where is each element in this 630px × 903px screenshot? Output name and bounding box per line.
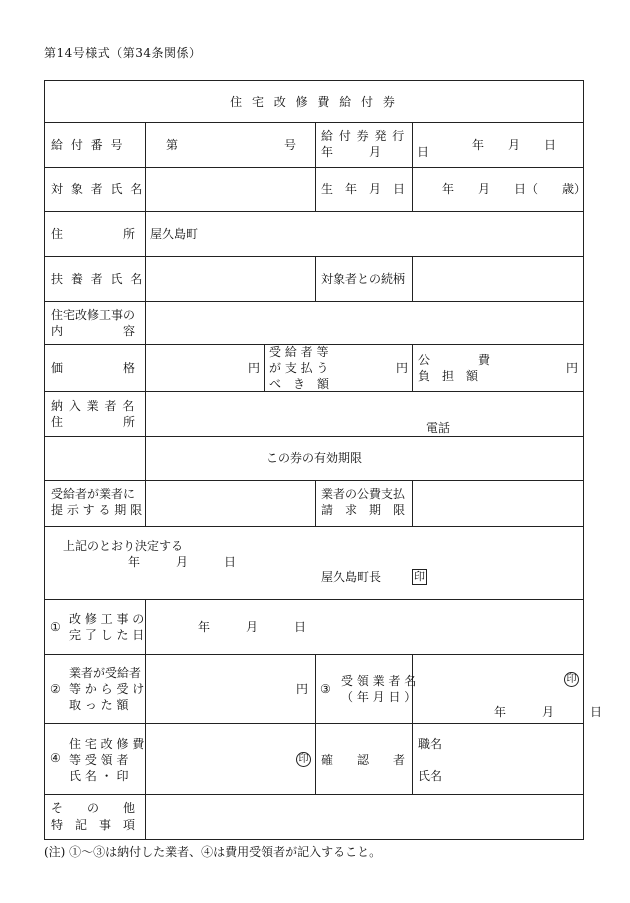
other-label-line2: 特 記 事 項 [51, 818, 136, 832]
decision-date: 年 月 日 [128, 555, 237, 569]
work-content-label-line1: 住宅改修工事の [51, 308, 136, 322]
confirm-label: 確 認 者 [321, 753, 406, 767]
contractor-label-line2: 住 所 [51, 415, 136, 429]
received-label-line2: 等 か ら 受 け [69, 682, 145, 696]
recipient-pay-label-line1: 受 給 者 等 [269, 345, 329, 359]
completion-number: ① [50, 620, 61, 634]
price-label: 価 格 [51, 361, 136, 375]
received-yen: 円 [296, 682, 309, 696]
public-label-line2: 負 担 額 [418, 369, 479, 383]
contractor-label-line1: 納 入 業 者 名 [51, 399, 136, 413]
cost-label-line3: 氏 名 ・ 印 [69, 769, 129, 783]
issue-date-label-line1: 給 付 券 発 行 [321, 129, 406, 143]
completion-label-line2: 完 了 し た 日 [69, 628, 145, 642]
name-label: 氏名 [418, 769, 443, 783]
recipient-pay-yen: 円 [396, 361, 409, 375]
payment-number-suffix: 号 [284, 138, 297, 152]
completion-date: 年 月 日 [198, 620, 307, 634]
receiver-number: ③ [320, 682, 331, 696]
public-yen: 円 [566, 361, 579, 375]
cost-label-line1: 住 宅 改 修 費 [69, 737, 145, 751]
completion-label-line1: 改 修 工 事 の [69, 612, 145, 626]
receiver-label-line2: （ 年 月 日 ） [341, 690, 417, 704]
receiver-date: 年 月 日 [494, 705, 603, 719]
cost-receiver-number: ④ [50, 751, 61, 765]
phone-label: 電話 [426, 421, 451, 435]
present-deadline-label-line2: 提 示 す る 期 限 [51, 503, 143, 517]
birth-date-label: 生 年 月 日 [321, 182, 406, 196]
validity-title: この券の有効期限 [265, 451, 362, 465]
decision-text: 上記のとおり決定する [63, 539, 184, 553]
recipient-pay-label-line2: が 支 払 う [269, 361, 329, 375]
mayor-label: 屋久島町長 [321, 570, 382, 584]
work-content-label-line2: 内 容 [51, 324, 136, 338]
issue-date-value: 年 月 日 [472, 138, 557, 152]
round-seal-icon: 印 [564, 672, 579, 687]
received-number: ② [50, 682, 61, 696]
received-label-line3: 取 っ た 額 [69, 698, 129, 712]
address-value: 屋久島町 [150, 227, 199, 241]
receiver-label-line1: 受 領 業 者 名 [341, 674, 417, 688]
supporter-name-label: 扶 養 者 氏 名 [51, 272, 145, 286]
form-title: 住 宅 改 修 費 給 付 券 [230, 95, 398, 109]
issue-date-label-line2: 年 月 日 [321, 145, 430, 159]
cost-label-line2: 等 受 領 者 [69, 753, 129, 767]
footnote: (注) ①〜③は納付した業者、④は費用受領者が記入すること。 [44, 845, 382, 859]
square-seal-icon: 印 [414, 570, 425, 583]
voucher-table [44, 80, 603, 840]
public-label-line1: 公 費 [418, 353, 491, 367]
job-title-label: 職名 [418, 737, 443, 751]
received-label-line1: 業者が受給者 [69, 666, 142, 680]
birth-date-value: 年 月 日（ 歳） [442, 182, 587, 196]
recipient-pay-label-line3: べ き 額 [269, 377, 330, 391]
relation-label: 対象者との続柄 [321, 272, 406, 286]
subject-name-label: 対 象 者 氏 名 [51, 182, 145, 196]
claim-deadline-label-line2: 請 求 期 限 [321, 503, 406, 517]
payment-number-prefix: 第 [166, 138, 179, 152]
price-yen: 円 [248, 361, 261, 375]
other-label-line1: そ の 他 [51, 801, 136, 815]
present-deadline-label-line1: 受給者が業者に [51, 487, 136, 501]
form-number: 第14号様式（第34条関係） [44, 46, 202, 60]
payment-number-label: 給 付 番 号 [51, 138, 125, 152]
round-seal-icon: 印 [296, 752, 311, 767]
claim-deadline-label-line1: 業者の公費支払 [321, 487, 406, 501]
address-label: 住 所 [51, 227, 136, 241]
